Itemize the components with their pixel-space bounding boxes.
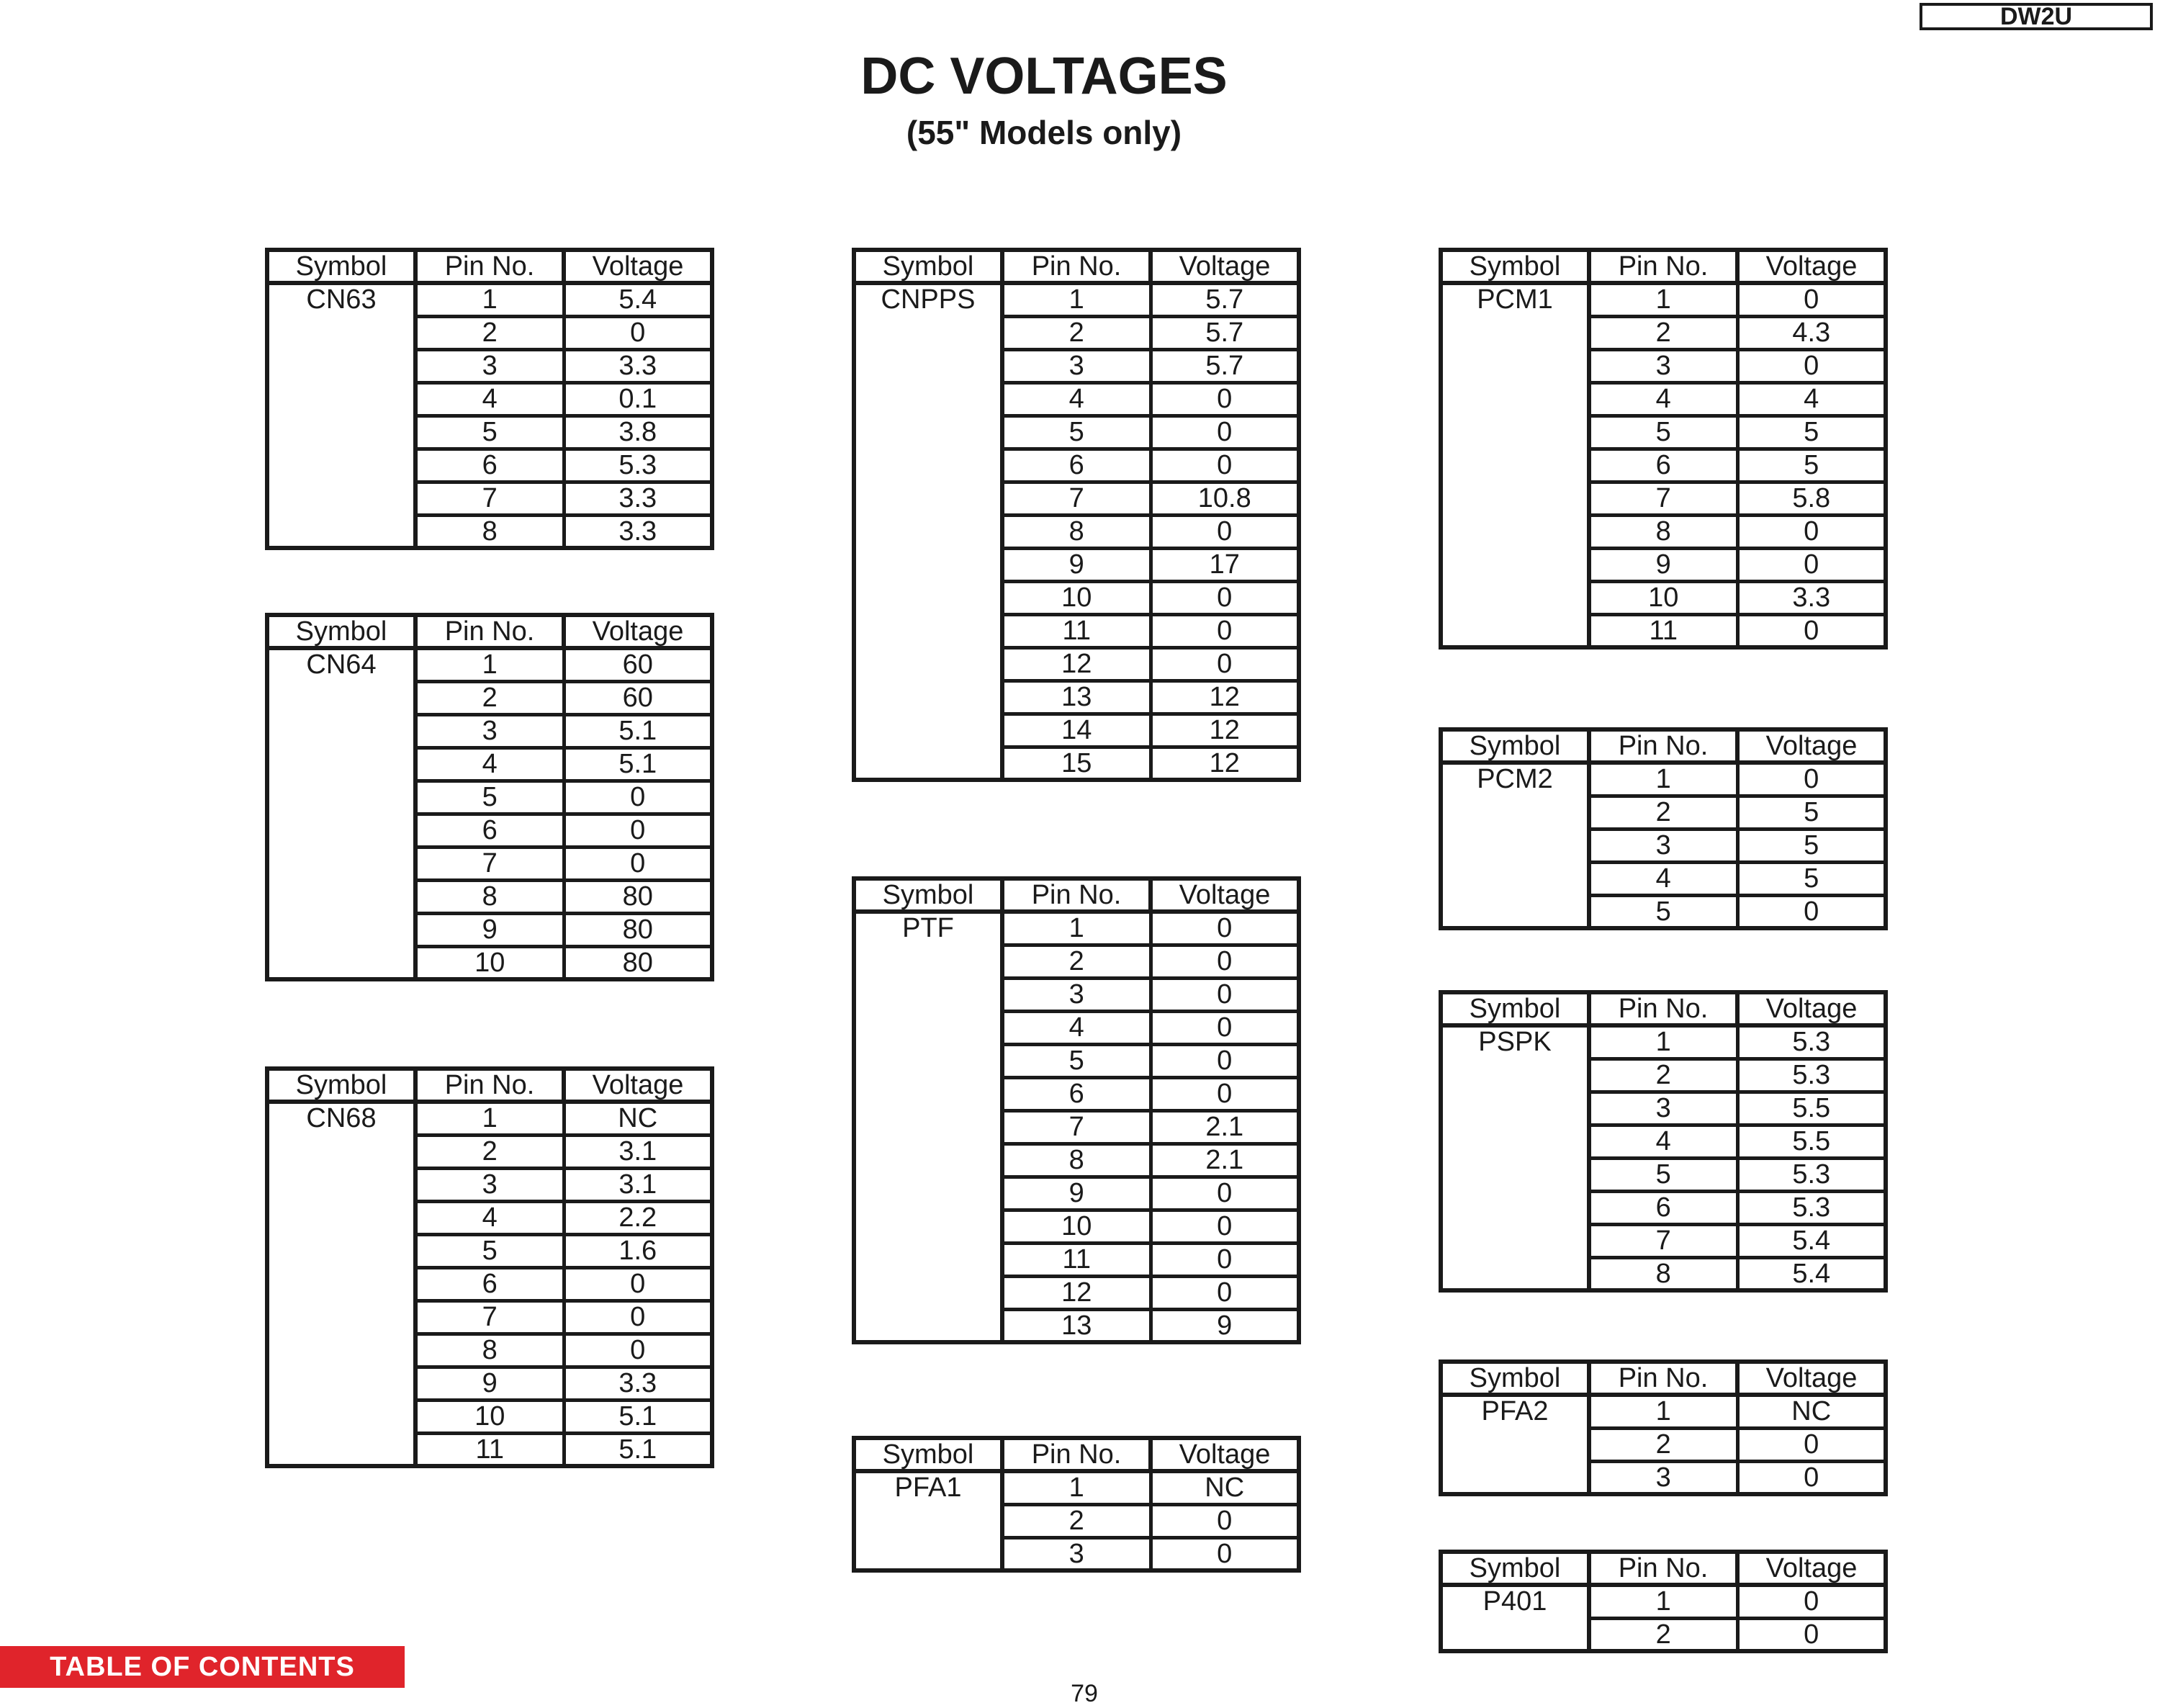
voltage-cell: 0 [1737,1618,1886,1651]
pin-cell: 8 [1589,1257,1737,1290]
voltage-cell: 80 [564,913,712,946]
pin-cell: 1 [1002,1471,1151,1504]
voltage-cell: 0 [1151,912,1299,945]
pin-cell: 1 [1589,1395,1737,1428]
pin-cell: 11 [1002,1243,1151,1276]
table-header-row [1441,1362,1886,1395]
pin-cell: 4 [415,382,564,415]
voltage-cell: 0 [1737,1585,1886,1618]
voltage-cell: 5.4 [564,283,712,316]
voltage-cell: 3.1 [564,1168,712,1201]
voltage-cell: 3.1 [564,1135,712,1168]
voltage-cell: 0 [1151,382,1299,415]
table-row [854,1471,1299,1504]
pin-cell: 8 [1002,1143,1151,1177]
table-row [267,283,712,316]
voltage-cell: 0 [1151,614,1299,647]
table-row [1441,1395,1886,1428]
voltage-cell: 0 [1737,1428,1886,1461]
table-of-contents-button[interactable]: TABLE OF CONTENTS [0,1646,405,1688]
voltage-cell: 0 [1151,1077,1299,1110]
pin-cell: 6 [1589,449,1737,482]
voltage-table-cnpps [852,248,1301,782]
pin-cell: 1 [1589,1585,1737,1618]
header-voltage: Voltage [564,1069,712,1102]
voltage-cell: 5 [1737,796,1886,829]
symbol-cell: PTF [854,912,1002,1342]
header-symbol: Symbol [267,250,415,283]
pin-cell: 1 [415,1102,564,1135]
voltage-table-pfa1 [852,1436,1301,1573]
pin-cell: 2 [1589,1428,1737,1461]
voltage-cell: 0 [1151,1011,1299,1044]
voltage-cell: 0 [1151,581,1299,614]
pin-cell: 12 [1002,647,1151,680]
header-voltage: Voltage [1151,878,1299,912]
pin-cell: 15 [1002,747,1151,780]
voltage-cell: 3.3 [564,349,712,382]
pin-cell: 7 [415,482,564,515]
voltage-cell: 0 [1151,945,1299,978]
voltage-cell: 5.3 [1737,1025,1886,1058]
voltage-cell: 5.8 [1737,482,1886,515]
pin-cell: 2 [415,681,564,714]
symbol-cell: CN64 [267,648,415,979]
voltage-cell: 5.1 [564,1433,712,1466]
table-header-row [267,250,712,283]
pin-cell: 8 [415,880,564,913]
pin-cell: 1 [1589,763,1737,796]
voltage-cell: 0 [1737,614,1886,647]
pin-cell: 5 [1002,415,1151,449]
voltage-cell: 12 [1151,747,1299,780]
voltage-table-ptf [852,876,1301,1344]
header-pin-no: Pin No. [1002,250,1151,283]
pin-cell: 9 [1002,548,1151,581]
voltage-cell: 2.1 [1151,1143,1299,1177]
pin-cell: 13 [1002,680,1151,714]
voltage-cell: 5.3 [1737,1158,1886,1191]
header-symbol: Symbol [1441,250,1589,283]
header-symbol: Symbol [1441,729,1589,763]
voltage-table-pspk [1439,990,1888,1293]
pin-cell: 4 [1589,862,1737,895]
voltage-cell: 0 [1737,1461,1886,1494]
voltage-cell: 80 [564,880,712,913]
header-pin-no: Pin No. [1589,250,1737,283]
voltage-cell: 0 [1151,978,1299,1011]
voltage-cell: 12 [1151,680,1299,714]
voltage-cell: 3.3 [1737,581,1886,614]
header-symbol: Symbol [854,250,1002,283]
pin-cell: 5 [1589,1158,1737,1191]
voltage-cell: 0 [1151,1044,1299,1077]
page-title: DC VOLTAGES [860,48,1228,105]
pin-cell: 2 [1002,1504,1151,1537]
pin-cell: 4 [1589,382,1737,415]
pin-cell: 7 [1589,1224,1737,1257]
symbol-cell: PCM2 [1441,763,1589,928]
table-header-row [1441,1552,1886,1585]
pin-cell: 11 [415,1433,564,1466]
table-row [1441,763,1886,796]
pin-cell: 1 [1002,283,1151,316]
pin-cell: 6 [415,814,564,847]
pin-cell: 2 [1589,796,1737,829]
header-voltage: Voltage [1737,992,1886,1025]
pin-cell: 7 [415,1300,564,1334]
pin-cell: 2 [1589,1058,1737,1092]
table-row [1441,1585,1886,1618]
voltage-cell: 5.4 [1737,1257,1886,1290]
pin-cell: 7 [1002,1110,1151,1143]
header-symbol: Symbol [1441,1552,1589,1585]
model-code-box: DW2U [1920,3,2153,30]
voltage-cell: 60 [564,648,712,681]
page-subtitle: (55" Models only) [906,114,1182,151]
voltage-cell: 5.5 [1737,1125,1886,1158]
voltage-cell: 9 [1151,1309,1299,1342]
symbol-cell: PCM1 [1441,283,1589,647]
pin-cell: 13 [1002,1309,1151,1342]
pin-cell: 8 [415,515,564,548]
voltage-cell: 0 [1151,1276,1299,1309]
pin-cell: 7 [1002,482,1151,515]
header-symbol: Symbol [1441,992,1589,1025]
voltage-cell: 5.3 [1737,1058,1886,1092]
voltage-cell: 5.1 [564,1400,712,1433]
voltage-cell: 0 [1737,763,1886,796]
voltage-cell: 5.3 [564,449,712,482]
header-voltage: Voltage [1737,250,1886,283]
voltage-cell: 0 [564,316,712,349]
pin-cell: 4 [1002,1011,1151,1044]
voltage-cell: 12 [1151,714,1299,747]
header-voltage: Voltage [1151,1438,1299,1471]
header-pin-no: Pin No. [415,1069,564,1102]
voltage-cell: 4.3 [1737,316,1886,349]
pin-cell: 3 [1589,1461,1737,1494]
pin-cell: 3 [415,714,564,747]
voltage-cell: 5 [1737,449,1886,482]
pin-cell: 3 [1589,829,1737,862]
voltage-cell: 0 [1737,283,1886,316]
voltage-cell: 0 [1151,415,1299,449]
pin-cell: 3 [415,1168,564,1201]
header-symbol: Symbol [854,878,1002,912]
voltage-cell: NC [564,1102,712,1135]
pin-cell: 3 [1002,978,1151,1011]
pin-cell: 11 [1589,614,1737,647]
symbol-cell: CNPPS [854,283,1002,780]
pin-cell: 7 [1589,482,1737,515]
pin-cell: 1 [1589,1025,1737,1058]
symbol-cell: PFA2 [1441,1395,1589,1494]
table-header-row [854,250,1299,283]
voltage-cell: 2.1 [1151,1110,1299,1143]
voltage-cell: 1.6 [564,1234,712,1267]
header-voltage: Voltage [1737,729,1886,763]
voltage-table-pcm1 [1439,248,1888,650]
header-voltage: Voltage [1737,1552,1886,1585]
pin-cell: 5 [415,781,564,814]
voltage-cell: 0 [1151,1537,1299,1570]
voltage-cell: 0.1 [564,382,712,415]
pin-cell: 5 [1002,1044,1151,1077]
table-header-row [1441,992,1886,1025]
voltage-cell: 0 [1737,515,1886,548]
pin-cell: 2 [1002,316,1151,349]
header-symbol: Symbol [267,1069,415,1102]
table-header-row [267,1069,712,1102]
voltage-cell: 0 [1737,349,1886,382]
pin-cell: 6 [1002,449,1151,482]
table-row [267,648,712,681]
voltage-cell: 5 [1737,862,1886,895]
voltage-cell: 0 [1151,647,1299,680]
pin-cell: 8 [1002,515,1151,548]
pin-cell: 6 [415,449,564,482]
page-number: 79 [1071,1680,1098,1707]
voltage-cell: 5 [1737,829,1886,862]
pin-cell: 14 [1002,714,1151,747]
voltage-cell: 0 [1151,1504,1299,1537]
pin-cell: 2 [415,1135,564,1168]
pin-cell: 6 [1589,1191,1737,1224]
voltage-cell: 60 [564,681,712,714]
pin-cell: 3 [1589,1092,1737,1125]
header-pin-no: Pin No. [1589,992,1737,1025]
pin-cell: 3 [1002,1537,1151,1570]
header-voltage: Voltage [1151,250,1299,283]
voltage-cell: 3.3 [564,1367,712,1400]
pin-cell: 2 [1002,945,1151,978]
voltage-cell: 0 [564,847,712,880]
voltage-cell: 5.4 [1737,1224,1886,1257]
voltage-cell: 0 [564,1334,712,1367]
pin-cell: 4 [415,1201,564,1234]
pin-cell: 9 [1002,1177,1151,1210]
voltage-table-cn68 [265,1066,714,1468]
table-header-row [1441,729,1886,763]
pin-cell: 12 [1002,1276,1151,1309]
voltage-cell: 80 [564,946,712,979]
symbol-cell: CN68 [267,1102,415,1466]
voltage-table-cn64 [265,613,714,981]
voltage-cell: NC [1151,1471,1299,1504]
voltage-cell: 5.1 [564,714,712,747]
voltage-cell: 5.1 [564,747,712,781]
voltage-cell: 0 [1151,1243,1299,1276]
voltage-cell: 3.8 [564,415,712,449]
header-voltage: Voltage [564,615,712,648]
table-header-row [267,615,712,648]
voltage-cell: 5 [1737,415,1886,449]
voltage-cell: NC [1737,1395,1886,1428]
pin-cell: 8 [415,1334,564,1367]
pin-cell: 7 [415,847,564,880]
table-header-row [854,1438,1299,1471]
symbol-cell: PFA1 [854,1471,1002,1570]
pin-cell: 8 [1589,515,1737,548]
voltage-cell: 0 [564,1300,712,1334]
pin-cell: 3 [1002,349,1151,382]
header-pin-no: Pin No. [1002,1438,1151,1471]
table-row [267,1102,712,1135]
voltage-cell: 0 [1737,895,1886,928]
table-header-row [854,878,1299,912]
voltage-cell: 4 [1737,382,1886,415]
table-row [1441,1025,1886,1058]
voltage-table-p401 [1439,1550,1888,1653]
pin-cell: 1 [415,283,564,316]
voltage-cell: 0 [564,1267,712,1300]
pin-cell: 1 [1002,912,1151,945]
symbol-cell: PSPK [1441,1025,1589,1290]
pin-cell: 4 [1589,1125,1737,1158]
pin-cell: 3 [1589,349,1737,382]
pin-cell: 10 [1002,581,1151,614]
voltage-cell: 0 [564,814,712,847]
pin-cell: 2 [415,316,564,349]
table-row [1441,283,1886,316]
voltage-cell: 5.7 [1151,283,1299,316]
pin-cell: 1 [415,648,564,681]
voltage-cell: 10.8 [1151,482,1299,515]
voltage-cell: 2.2 [564,1201,712,1234]
pin-cell: 2 [1589,316,1737,349]
symbol-cell: P401 [1441,1585,1589,1651]
voltage-cell: 5.5 [1737,1092,1886,1125]
pin-cell: 3 [415,349,564,382]
pin-cell: 6 [415,1267,564,1300]
voltage-cell: 0 [1737,548,1886,581]
voltage-cell: 0 [1151,449,1299,482]
voltage-table-cn63 [265,248,714,550]
pin-cell: 5 [415,415,564,449]
header-pin-no: Pin No. [1589,1362,1737,1395]
pin-cell: 5 [1589,415,1737,449]
header-symbol: Symbol [1441,1362,1589,1395]
pin-cell: 4 [1002,382,1151,415]
header-pin-no: Pin No. [1002,878,1151,912]
voltage-cell: 5.7 [1151,349,1299,382]
pin-cell: 11 [1002,614,1151,647]
header-voltage: Voltage [564,250,712,283]
header-pin-no: Pin No. [415,615,564,648]
voltage-cell: 0 [1151,515,1299,548]
voltage-cell: 17 [1151,548,1299,581]
voltage-table-pfa2 [1439,1359,1888,1496]
pin-cell: 1 [1589,283,1737,316]
pin-cell: 2 [1589,1618,1737,1651]
voltage-cell: 0 [564,781,712,814]
pin-cell: 10 [1002,1210,1151,1243]
header-pin-no: Pin No. [1589,729,1737,763]
voltage-table-pcm2 [1439,727,1888,930]
pin-cell: 10 [1589,581,1737,614]
header-symbol: Symbol [854,1438,1002,1471]
pin-cell: 10 [415,1400,564,1433]
header-voltage: Voltage [1737,1362,1886,1395]
voltage-cell: 5.7 [1151,316,1299,349]
table-row [854,912,1299,945]
pin-cell: 10 [415,946,564,979]
pin-cell: 5 [1589,895,1737,928]
pin-cell: 5 [415,1234,564,1267]
header-symbol: Symbol [267,615,415,648]
table-row [854,283,1299,316]
pin-cell: 4 [415,747,564,781]
voltage-cell: 5.3 [1737,1191,1886,1224]
header-pin-no: Pin No. [1589,1552,1737,1585]
table-header-row [1441,250,1886,283]
voltage-cell: 0 [1151,1210,1299,1243]
voltage-cell: 3.3 [564,515,712,548]
header-pin-no: Pin No. [415,250,564,283]
symbol-cell: CN63 [267,283,415,548]
pin-cell: 6 [1002,1077,1151,1110]
pin-cell: 9 [415,1367,564,1400]
voltage-cell: 0 [1151,1177,1299,1210]
voltage-cell: 3.3 [564,482,712,515]
pin-cell: 9 [415,913,564,946]
pin-cell: 9 [1589,548,1737,581]
